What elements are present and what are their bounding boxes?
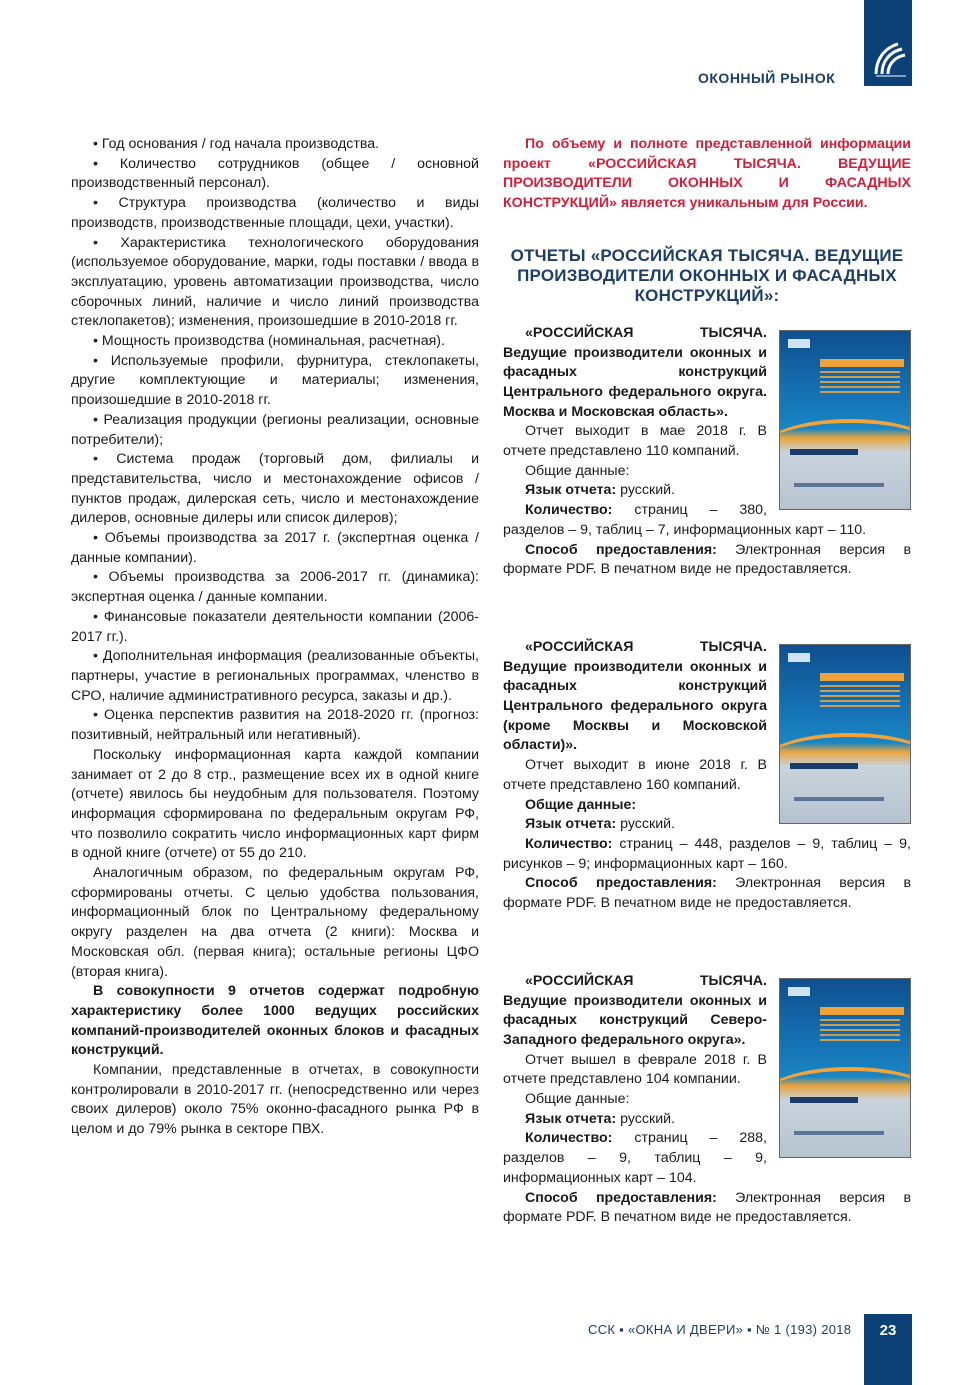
quantity-label: Количество: (525, 502, 613, 519)
bold-summary-paragraph: В совокупности 9 отчетов содержат подробную характеристику более 1000 ведущих российских компаний-производителей оконных блоков и фасадных конструкций. (71, 983, 479, 1059)
report-delivery (503, 1189, 911, 1228)
bullet-paragraph: • Используемые профили, фурнитура, стеклопакеты, другие комплектующие и материалы; изменения, произошедшие в 2010-2018 гг. (71, 352, 479, 409)
language-value: русский. (616, 816, 675, 833)
quantity-label: Количество: (525, 1130, 613, 1147)
language-value: русский. (616, 482, 675, 499)
language-label: Язык отчета: (525, 816, 617, 833)
language-value: русский. (616, 1110, 675, 1127)
report-release: Отчет выходит в июне 2018 г. В отчете представлено 160 компаний. (503, 757, 767, 793)
report-cover-image (779, 644, 911, 824)
delivery-label: Способ предоставления: (525, 541, 717, 558)
body-paragraph: Аналогичным образом, по федеральным округам РФ, сформированы отчеты. С целью удобства пользования, информационный блок по Центральному федеральному округу разделен на два отчета (2 книги): Москва и Московская обл. (первая книга); остальные регионы ЦФО (вторая книга). (71, 865, 479, 980)
delivery-label: Способ предоставления: (525, 1189, 717, 1206)
report-cover-image (779, 978, 911, 1158)
language-label: Язык отчета: (525, 1110, 617, 1127)
report-delivery (503, 874, 911, 913)
page-number: 23 (879, 1322, 897, 1339)
reports-heading: ОТЧЕТЫ «РОССИЙСКАЯ ТЫСЯЧА. ВЕДУЩИЕ ПРОИЗВОДИТЕЛИ ОКОННЫХ И ФАСАДНЫХ КОНСТРУКЦИЙ»: (510, 245, 904, 305)
bullet-paragraph: • Объемы производства за 2006-2017 гг. (динамика): экспертная оценка / данные компании. (71, 569, 479, 606)
bullet-paragraph: • Система продаж (торговый дом, филиалы и представительства, число и местонахождение офисов / пунктов продаж, дилерская сеть, число и местонахождение дилеров, основные дилеры или список дилеров); (71, 451, 479, 527)
bullet-paragraph: • Мощность производства (номинальная, расчетная). (93, 333, 445, 350)
report-general: Общие данные: (525, 1091, 630, 1108)
quantity-label: Количество: (525, 835, 613, 852)
report-general: Общие данные: (525, 462, 630, 479)
page-number-tab (864, 1314, 912, 1385)
brand-stripes-logo-icon (870, 40, 906, 80)
quantity-value: страниц – 288, разделов – 9, таблиц – 9, информационных карт – 104. (503, 1130, 767, 1186)
section-label: ОКОННЫЙ РЫНОК (698, 70, 836, 86)
report-release: Отчет вышел в феврале 2018 г. В отчете представлено 104 компании. (503, 1051, 767, 1088)
report-card (503, 324, 911, 580)
report-title: «РОССИЙСКАЯ ТЫСЯЧА. Ведущие производители оконных и фасадных конструкций Центрального федерального округа. Москва и Московская область». (503, 324, 767, 420)
bullet-paragraph: • Реализация продукции (регионы реализации, основные потребители); (71, 411, 479, 448)
bullet-paragraph: • Оценка перспектив развития на 2018-2020 гг. (прогноз: позитивный, нейтральный или негативный). (71, 707, 479, 744)
report-general: Общие данные: (525, 796, 637, 813)
language-label: Язык отчета: (525, 482, 617, 499)
quantity-value: страниц – 448, разделов – 9, таблиц – 9, рисунков – 9; информационных карт – 160. (503, 835, 911, 872)
bullet-paragraph: • Структура производства (количество и виды производств, производственные площади, цехи, участки). (71, 195, 479, 231)
header-brand-tab (864, 0, 912, 86)
report-cover-image (779, 330, 911, 510)
report-card (503, 972, 911, 1228)
delivery-value: Электронная версия в формате PDF. В печатном виде не предоставляется. (503, 1189, 911, 1226)
report-release: Отчет выходит в мае 2018 г. В отчете представлено 110 компаний. (503, 423, 767, 460)
bullet-paragraph: • Год основания / год начала производства. (93, 136, 380, 152)
footer-publication: ССК ▪ «ОКНА И ДВЕРИ» ▪ № 1 (193) 2018 (588, 1322, 852, 1337)
body-paragraph: Поскольку информационная карта каждой компании занимает от 2 до 8 стр., размещение всех их в одной книге (отчете) явилось бы неудобным для пользователя. Поэтому информация сформирована по федеральным округам РФ, что позволило сократить число информационных карт фирм в одной книге (отчете) от 55 до 210. (71, 746, 479, 862)
report-delivery (503, 541, 911, 580)
bullet-paragraph: • Финансовые показатели деятельности компании (2006-2017 гг.). (71, 608, 479, 645)
left-column (71, 135, 479, 1140)
intro-highlight: По объему и полноте представленной информации проект «РОССИЙСКАЯ ТЫСЯЧА. ВЕДУЩИЕ ПРОИЗВОДИТЕЛИ ОКОННЫХ И ФАСАДНЫХ КОНСТРУКЦИЙ» является уникальным для России. (503, 136, 911, 212)
bullet-paragraph: • Характеристика технологического оборудования (используемое оборудование, марки, годы поставки / ввода в эксплуатацию, уровень автоматизации производства, число сборочных линий, наличие и число линий производства стеклопакетов); изменения, произошедшие в 2010-2018 гг. (71, 234, 479, 330)
delivery-value: Электронная версия в формате PDF. В печатном виде не предоставляется. (503, 541, 911, 578)
delivery-value: Электронная версия в формате PDF. В печатном виде не предоставляется. (503, 875, 911, 912)
closing-paragraph: Компании, представленные в отчетах, в совокупности контролировали в 2010-2017 гг. (непосредственно или через своих дилеров) около 75% оконно-фасадного рынка РФ в целом и до 79% рынка в секторе ПВХ. (71, 1062, 479, 1138)
report-quantity (503, 835, 911, 874)
report-title: «РОССИЙСКАЯ ТЫСЯЧА. Ведущие производители оконных и фасадных конструкций Центрального федерального округа (кроме Москвы и Московской области)». (503, 638, 767, 754)
bullet-paragraph: • Объемы производства за 2017 г. (экспертная оценка / данные компании). (71, 530, 479, 566)
delivery-label: Способ предоставления: (525, 875, 717, 892)
report-card (503, 638, 911, 914)
bullet-paragraph: • Дополнительная информация (реализованные объекты, партнеры, участие в региональных программах, членство в СРО, наличие административного ресурса, заказы и др.). (71, 648, 479, 704)
report-title: «РОССИЙСКАЯ ТЫСЯЧА. Ведущие производители оконных и фасадных конструкций Северо-Западного федерального округа». (503, 972, 767, 1048)
quantity-value: страниц – 380, разделов – 9, таблиц – 7, информационных карт – 110. (503, 502, 867, 538)
right-column (503, 135, 911, 1228)
bullet-paragraph: • Количество сотрудников (общее / основной производственный персонал). (71, 155, 479, 192)
